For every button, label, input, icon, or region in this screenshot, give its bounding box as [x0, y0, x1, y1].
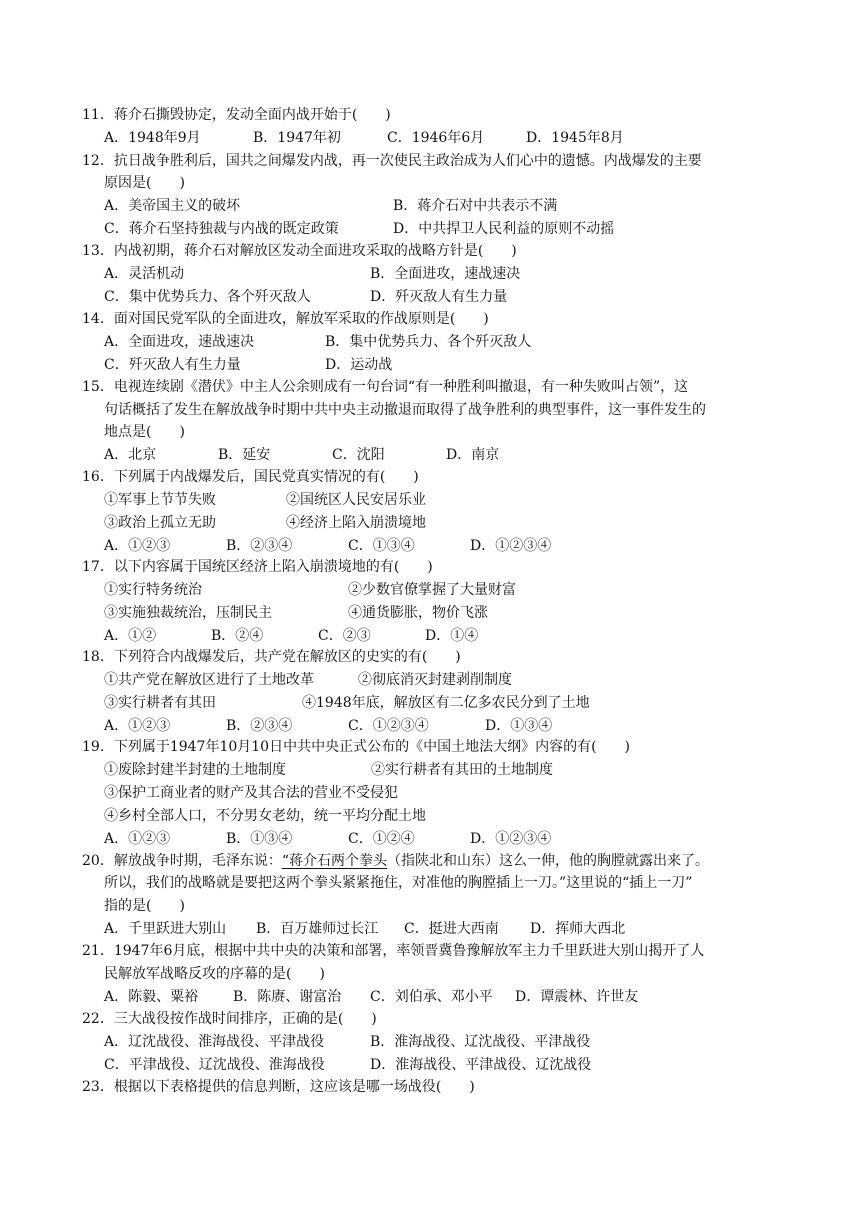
- question-22-option-c: C．平津战役、辽沈战役、淮海战役: [104, 1057, 325, 1073]
- question-17-option-b: B．②④: [211, 628, 264, 644]
- question-22-stem: 22．三大战役按作战时间排序，正确的是( ): [82, 1011, 377, 1027]
- question-12-stem: 12．抗日战争胜利后，国共之间爆发内战，再一次使民主政治成为人们心中的遗憾。内战爆发的主要: [82, 153, 702, 169]
- question-20-option-d: D．挥师大西北: [530, 921, 626, 937]
- question-20-stem-tail: （指陕北和山东）这么一伸，他的胸膛就露出来了。: [387, 853, 709, 869]
- question-18-option-d: D．①③④: [485, 718, 553, 734]
- question-21-option-b: B．陈赓、谢富治: [233, 989, 342, 1005]
- question-20-option-b: B．百万雄师过长江: [256, 921, 379, 937]
- question-22-option-d: D．淮海战役、平津战役、辽沈战役: [370, 1057, 592, 1073]
- question-13-option-c: C．集中优势兵力、各个歼灭敌人: [104, 289, 311, 305]
- question-16-item-2: ②国统区人民安居乐业: [286, 492, 426, 508]
- question-15-option-c: C．沈阳: [332, 447, 385, 463]
- question-17-item-2: ②少数官僚掌握了大量财富: [348, 582, 516, 598]
- question-18-item-4: ④1948年底，解放区有二亿多农民分到了土地: [302, 695, 590, 711]
- question-16-option-c: C．①③④: [348, 538, 415, 554]
- question-20-option-c: C．挺进大西南: [404, 921, 499, 937]
- question-19-item-2: ②实行耕者有其田的土地制度: [371, 762, 553, 778]
- question-12-option-b: B．蒋介石对中共表示不满: [393, 198, 558, 214]
- question-15-option-b: B．延安: [218, 447, 271, 463]
- question-18-option-b: B．②③④: [226, 718, 293, 734]
- question-16-option-b: B．②③④: [226, 538, 293, 554]
- question-21-stem-cont: 民解放军战略反攻的序幕的是( ): [104, 966, 325, 982]
- question-17-option-c: C．②③: [318, 628, 371, 644]
- question-16-item-4: ④经济上陷入崩溃境地: [286, 515, 426, 531]
- question-14-option-c: C．歼灭敌人有生力量: [104, 357, 241, 373]
- question-21-option-a: A．陈毅、粟裕: [104, 989, 199, 1005]
- question-19-option-c: C．①②④: [348, 831, 415, 847]
- question-17-item-3: ③实施独裁统治，压制民主: [104, 605, 272, 621]
- question-13-option-b: B．全面进攻，速战速决: [370, 266, 521, 282]
- question-18-option-c: C．①②③④: [348, 718, 429, 734]
- question-17-item-1: ①实行特务统治: [104, 582, 202, 598]
- question-20-stem-cont-2: 指的是( ): [104, 898, 185, 914]
- question-20-stem-lead: 20．解放战争时期，毛泽东说：: [82, 853, 282, 869]
- question-15-stem: 15．电视连续剧《潜伏》中主人公余则成有一句台词“有一种胜利叫撤退，有一种失败叫占领”，这: [82, 379, 689, 395]
- question-12-option-d: D．中共捍卫人民利益的原则不动摇: [393, 221, 615, 237]
- question-18-option-a: A．①②③: [104, 718, 171, 734]
- question-14-option-d: D．运动战: [325, 357, 393, 373]
- question-15-option-a: A．北京: [104, 447, 157, 463]
- question-19-item-3: ③保护工商业者的财产及其合法的营业不受侵犯: [104, 785, 398, 801]
- question-17-item-4: ④通货膨胀，物价飞涨: [348, 605, 488, 621]
- question-19-item-4: ④乡村全部人口，不分男女老幼，统一平均分配土地: [104, 808, 426, 824]
- question-19-item-1: ①废除封建半封建的土地制度: [104, 762, 286, 778]
- question-15-stem-cont-2: 地点是( ): [104, 424, 185, 440]
- question-11-stem: 11．蒋介石撕毁协定，发动全面内战开始于( ): [82, 107, 391, 123]
- question-16-item-1: ①军事上节节失败: [104, 492, 216, 508]
- question-17-option-d: D．①④: [425, 628, 479, 644]
- question-18-item-1: ①共产党在解放区进行了土地改革: [104, 672, 314, 688]
- question-23-stem: 23．根据以下表格提供的信息判断，这应该是哪一场战役( ): [82, 1079, 475, 1095]
- question-12-option-a: A．美帝国主义的破坏: [104, 198, 241, 214]
- question-16-stem: 16．下列属于内战爆发后，国民党真实情况的有( ): [82, 469, 419, 485]
- question-14-option-b: B．集中优势兵力、各个歼灭敌人: [325, 334, 532, 350]
- question-19-option-a: A．①②③: [104, 831, 171, 847]
- question-13-stem: 13．内战初期，蒋介石对解放区发动全面进攻采取的战略方针是( ): [82, 243, 517, 259]
- question-16-option-a: A．①②③: [104, 538, 171, 554]
- question-20-stem: [82, 850, 709, 872]
- question-20-stem-cont-1: 所以，我们的战略就是要把这两个拳头紧紧拖住，对准他的胸膛插上一刀。”这里说的“插上一刀”: [104, 875, 693, 891]
- question-16-option-d: D．①②③④: [470, 538, 552, 554]
- question-13-option-a: A．灵活机动: [104, 266, 185, 282]
- question-12-stem-cont: 原因是( ): [104, 175, 185, 191]
- question-11-option-c: C．1946年6月: [387, 130, 485, 146]
- question-18-item-3: ③实行耕者有其田: [104, 695, 216, 711]
- question-18-item-2: ②彻底消灭封建剥削制度: [358, 672, 512, 688]
- question-11-option-b: B．1947年初: [253, 130, 341, 146]
- question-14-option-a: A．全面进攻，速战速决: [104, 334, 255, 350]
- question-17-stem: 17．以下内容属于国统区经济上陷入崩溃境地的有( ): [82, 559, 433, 575]
- question-13-option-d: D．歼灭敌人有生力量: [370, 289, 508, 305]
- question-11-option-a: A．1948年9月: [104, 130, 201, 146]
- question-18-stem: 18．下列符合内战爆发后，共产党在解放区的史实的有( ): [82, 649, 461, 665]
- question-19-option-b: B．①③④: [226, 831, 293, 847]
- question-11-option-d: D．1945年8月: [526, 130, 624, 146]
- question-19-option-d: D．①②③④: [470, 831, 552, 847]
- question-17-option-a: A．①②: [104, 628, 157, 644]
- question-21-option-d: D．谭震林、许世友: [515, 989, 639, 1005]
- question-19-stem: 19．下列属于1947年10月10日中共中央正式公布的《中国土地法大纲》内容的有( ): [82, 739, 630, 755]
- question-15-option-d: D．南京: [446, 447, 500, 463]
- question-15-stem-cont-1: 句话概括了发生在解放战争时期中共中央主动撤退而取得了战争胜利的典型事件，这一事件发生的: [104, 402, 706, 418]
- question-12-option-c: C．蒋介石坚持独裁与内战的既定政策: [104, 221, 339, 237]
- question-22-option-b: B．淮海战役、辽沈战役、平津战役: [370, 1034, 591, 1050]
- question-20-stem-quote: “蒋介石两个拳头: [281, 853, 387, 869]
- question-21-option-c: C．刘伯承、邓小平: [370, 989, 493, 1005]
- question-14-stem: 14．面对国民党军队的全面进攻，解放军采取的作战原则是( ): [82, 311, 489, 327]
- question-16-item-3: ③政治上孤立无助: [104, 515, 216, 531]
- question-20-option-a: A．千里跃进大别山: [104, 921, 227, 937]
- question-21-stem: 21．1947年6月底，根据中共中央的决策和部署，率领晋冀鲁豫解放军主力千里跃进大别山揭开了人: [82, 943, 705, 959]
- question-22-option-a: A．辽沈战役、淮海战役、平津战役: [104, 1034, 325, 1050]
